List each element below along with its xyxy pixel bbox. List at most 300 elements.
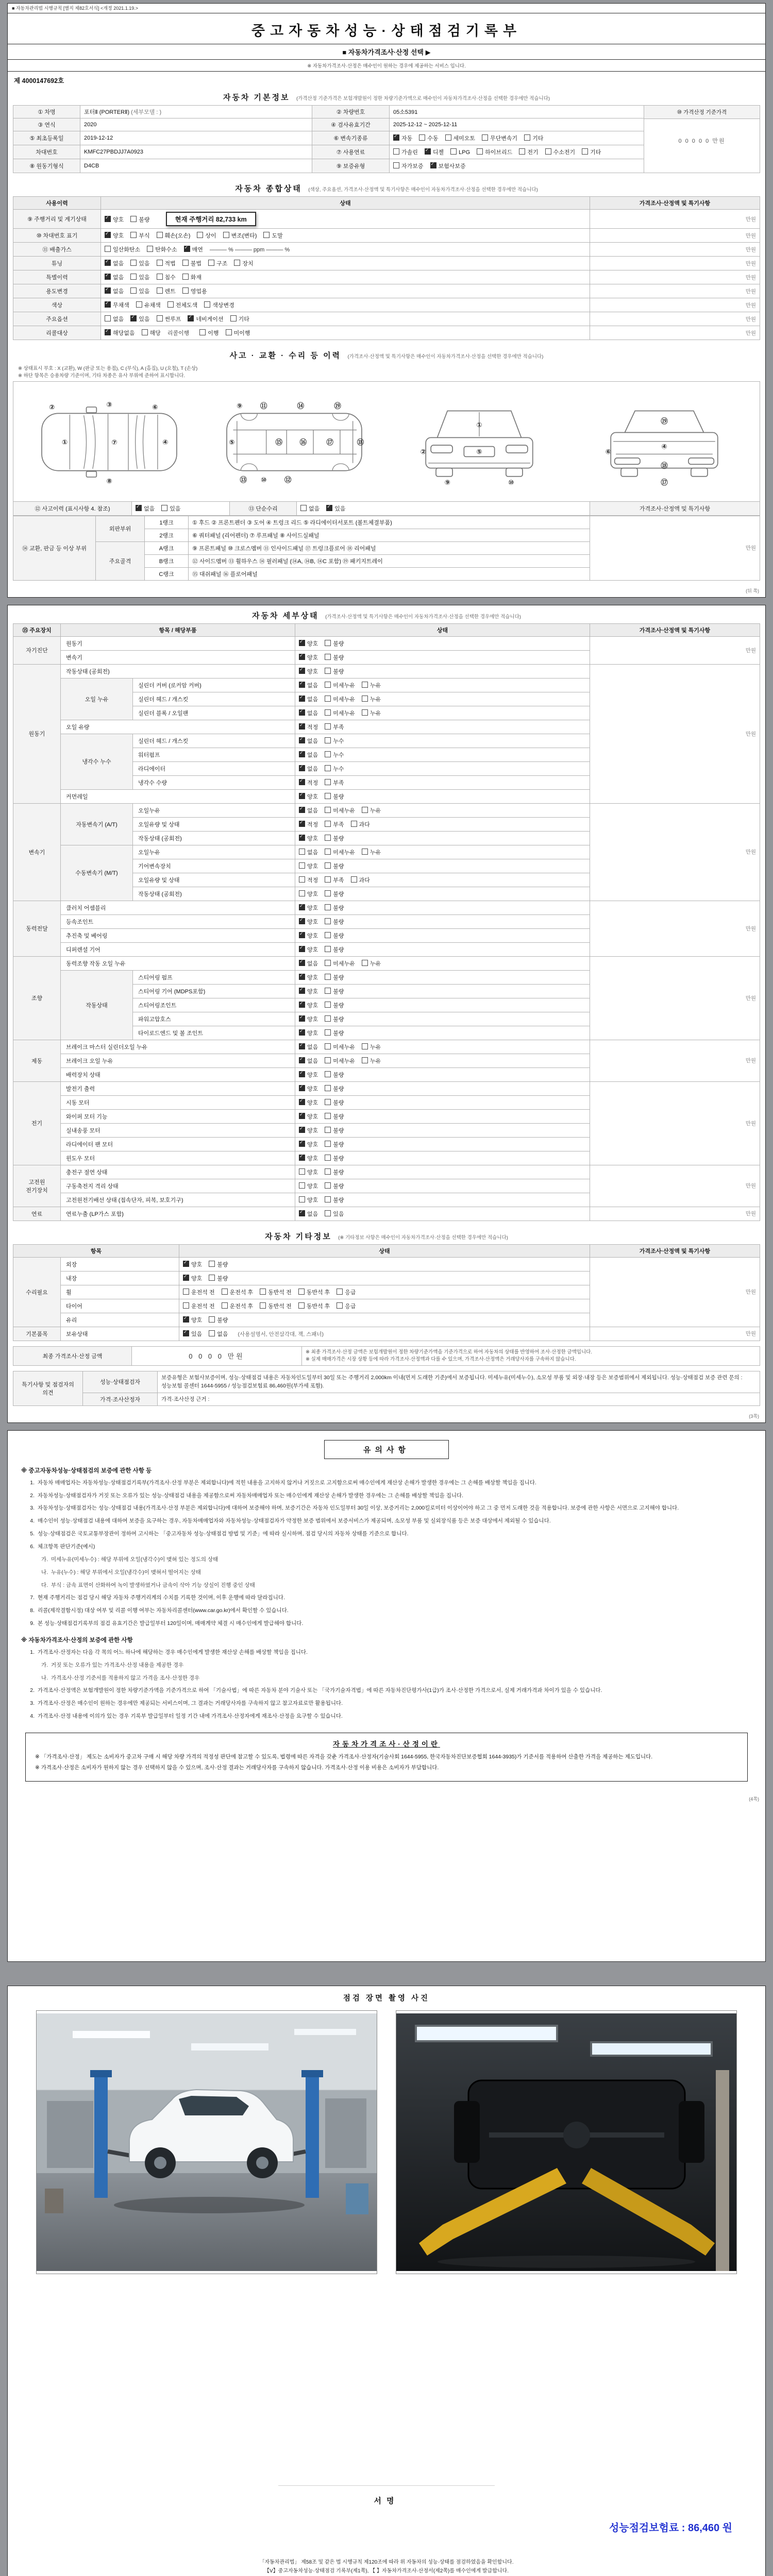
option-없음[interactable]	[299, 1043, 318, 1051]
item-label: 오일누유	[133, 803, 295, 817]
option-화재[interactable]	[182, 273, 201, 281]
option-미세누유[interactable]	[325, 709, 355, 717]
unchecked-checkbox-icon	[234, 260, 240, 266]
notice-number: 2.	[30, 1492, 35, 1499]
unchecked-checkbox-icon	[182, 274, 189, 280]
option-양호[interactable]	[299, 639, 318, 648]
option-없음[interactable]	[299, 1210, 318, 1218]
signature-title: 서명	[278, 2485, 495, 2506]
item-label: 라디에이터 팬 모터	[61, 1137, 295, 1151]
option-양호[interactable]	[105, 215, 124, 224]
option-양호[interactable]	[183, 1274, 202, 1282]
option-없음[interactable]	[105, 315, 124, 323]
unchecked-checkbox-icon	[222, 1289, 228, 1295]
option-label: 미세누유	[333, 1058, 355, 1064]
option-양호[interactable]	[299, 945, 318, 954]
option-누유[interactable]	[362, 806, 381, 815]
option-미세누유[interactable]	[325, 806, 355, 815]
option-불량[interactable]	[325, 904, 344, 912]
option-없음[interactable]	[299, 848, 318, 856]
option-미세누유[interactable]	[325, 959, 355, 968]
item-label: 실린더 헤드 / 개스킷	[133, 692, 295, 706]
summary-row-label: 리콜대상	[13, 326, 101, 340]
signature-block	[8, 2485, 765, 2506]
option-불량[interactable]	[325, 890, 344, 898]
summary-row-label: ⑪ 배출가스	[13, 243, 101, 257]
summary-row	[13, 210, 760, 229]
option-수소전기[interactable]	[545, 148, 576, 156]
option-label: 양호	[307, 919, 318, 925]
option-양호[interactable]	[183, 1316, 202, 1324]
option-부식[interactable]	[130, 231, 149, 240]
option-불량[interactable]	[325, 1015, 344, 1023]
option-양호[interactable]	[299, 1084, 318, 1093]
item-label: 커먼레일	[61, 789, 295, 803]
item-label: 실내송풍 모터	[61, 1123, 295, 1137]
option-자가보증[interactable]	[393, 162, 424, 170]
option-불량[interactable]	[325, 931, 344, 940]
option-불량[interactable]	[325, 1029, 344, 1037]
option-label: 전체도색	[175, 302, 198, 309]
option-없음[interactable]	[299, 709, 318, 717]
option-유채색[interactable]	[136, 301, 161, 309]
option-일산화탄소[interactable]	[105, 245, 140, 253]
item-label: 오일누유	[133, 845, 295, 859]
status-text: ――― % ――― ppm ――― %	[209, 247, 290, 253]
option-없음[interactable]	[105, 273, 124, 281]
option-없음[interactable]	[136, 504, 155, 513]
option-영업용[interactable]	[182, 287, 207, 295]
option-없음[interactable]	[299, 751, 318, 759]
option-불량[interactable]	[325, 834, 344, 842]
option-없음[interactable]	[299, 695, 318, 703]
option-불량[interactable]	[325, 653, 344, 662]
option-응급[interactable]	[337, 1302, 356, 1310]
option-운전석 전[interactable]	[183, 1302, 215, 1310]
appraiser-role: 가격·조사산정자	[83, 1393, 158, 1405]
option-있음[interactable]	[326, 504, 345, 513]
option-누유[interactable]	[362, 1043, 381, 1051]
option-label: 없음	[307, 710, 318, 717]
diagram-part-number: ⑩	[260, 476, 266, 484]
notice-number: 1.	[30, 1479, 35, 1486]
option-label: 있음	[170, 505, 181, 512]
unchecked-checkbox-icon	[325, 1029, 331, 1036]
option-기타[interactable]	[524, 134, 543, 142]
option-누유[interactable]	[362, 848, 381, 856]
option-불량[interactable]	[325, 918, 344, 926]
option-양호[interactable]	[299, 1196, 318, 1204]
option-전체도색[interactable]	[167, 301, 198, 309]
option-불량[interactable]	[325, 667, 344, 675]
option-동반석 후[interactable]	[298, 1302, 330, 1310]
diagram-part-number: ⑰	[660, 478, 668, 486]
option-없음[interactable]	[209, 1330, 228, 1338]
option-label: 응급	[345, 1289, 356, 1296]
checked-checkbox-icon	[299, 960, 305, 966]
option-불량[interactable]	[209, 1316, 228, 1324]
option-이행[interactable]	[199, 329, 219, 337]
option-누유[interactable]	[362, 695, 381, 703]
option-양호[interactable]	[299, 792, 318, 801]
option-불량[interactable]	[325, 1126, 344, 1134]
option-누유[interactable]	[362, 1057, 381, 1065]
option-label: 미세누유	[333, 1044, 355, 1050]
status-options	[295, 845, 590, 859]
unchecked-checkbox-icon	[161, 505, 167, 511]
car-underbody-diagram	[209, 388, 379, 496]
option-양호[interactable]	[299, 1154, 318, 1162]
option-label: 불량	[333, 905, 344, 911]
option-변조(변타)[interactable]	[223, 231, 257, 240]
option-있음[interactable]	[130, 315, 149, 323]
notice-item	[38, 1581, 750, 1590]
option-부족[interactable]	[325, 723, 344, 731]
option-양호[interactable]	[299, 904, 318, 912]
notice-text: 현재 주행거리는 점검 당시 해당 자동차 주행거리계의 수치를 기록한 것이며, 이후 운행에 따라 달라집니다.	[38, 1595, 285, 1601]
option-있음[interactable]	[161, 504, 180, 513]
summary-row	[13, 298, 760, 312]
option-양호[interactable]	[299, 1112, 318, 1121]
option-하이브리드[interactable]	[477, 148, 512, 156]
summary-row	[13, 312, 760, 326]
status-options	[295, 1067, 590, 1081]
notice-item	[23, 1686, 750, 1696]
option-불량[interactable]	[325, 987, 344, 995]
option-양호[interactable]	[299, 1071, 318, 1079]
option-양호[interactable]	[299, 834, 318, 842]
option-전기[interactable]	[519, 148, 538, 156]
option-양호[interactable]	[299, 973, 318, 981]
notice-item	[38, 1674, 750, 1683]
option-부족[interactable]	[325, 778, 344, 787]
option-불량[interactable]	[325, 862, 344, 870]
summary-row-status	[101, 257, 590, 270]
option-보험사보증[interactable]	[430, 162, 466, 170]
option-적법[interactable]	[157, 259, 176, 267]
option-label: 운전석 전	[191, 1289, 215, 1296]
option-불량[interactable]	[325, 1084, 344, 1093]
unchecked-checkbox-icon	[482, 134, 488, 141]
unchecked-checkbox-icon	[325, 1071, 331, 1077]
final-price-notes	[302, 1346, 760, 1366]
option-적정[interactable]	[299, 876, 318, 884]
item-label: 실린더 블록 / 오일팬	[133, 706, 295, 720]
rank-items: ⑮ 대쉬패널 ⑯ 플로어패널	[189, 567, 590, 580]
option-과다[interactable]	[351, 820, 370, 828]
option-썬루프[interactable]	[157, 315, 181, 323]
option-label: 양호	[191, 1317, 203, 1324]
option-미이행[interactable]	[226, 329, 250, 337]
option-세미오토[interactable]	[445, 134, 476, 142]
option-누유[interactable]	[362, 959, 381, 968]
option-label: 있음	[139, 289, 150, 295]
option-없음[interactable]	[105, 259, 124, 267]
option-label: 양호	[307, 1099, 318, 1106]
option-불량[interactable]	[325, 1196, 344, 1204]
option-적정[interactable]	[299, 723, 318, 731]
option-label: 양호	[307, 1002, 318, 1009]
option-불량[interactable]	[325, 639, 344, 648]
option-기타[interactable]	[582, 148, 601, 156]
inspector-role: 성능·상태점검자	[83, 1371, 158, 1393]
option-부족[interactable]	[325, 820, 344, 828]
unchecked-checkbox-icon	[325, 737, 331, 743]
status-options	[179, 1257, 590, 1271]
option-미세누유[interactable]	[325, 848, 355, 856]
option-label: 미세누유	[333, 807, 355, 814]
checked-checkbox-icon	[393, 134, 399, 141]
price-cell: 만원	[590, 1257, 760, 1327]
option-매연[interactable]	[184, 245, 203, 253]
option-해당없음[interactable]	[105, 329, 135, 337]
unchecked-checkbox-icon	[362, 807, 368, 813]
option-양호[interactable]	[299, 931, 318, 940]
notice-text: 체크항목 판단기준(예시)	[38, 1544, 95, 1550]
column-header: 가격조사·산정액 및 특기사항	[590, 197, 760, 210]
option-label: 기타	[590, 149, 601, 156]
option-불량[interactable]	[325, 792, 344, 801]
option-양호[interactable]	[299, 667, 318, 675]
option-응급[interactable]	[337, 1288, 356, 1296]
option-LPG[interactable]	[450, 148, 470, 156]
option-동반석 전[interactable]	[260, 1288, 292, 1296]
unchecked-checkbox-icon	[325, 1168, 331, 1175]
option-불량[interactable]	[325, 1140, 344, 1148]
option-해당[interactable]	[142, 329, 161, 337]
status-options	[295, 678, 590, 692]
notice-item	[23, 1530, 750, 1539]
status-options	[295, 914, 590, 928]
option-없음[interactable]	[299, 806, 318, 815]
option-적정[interactable]	[299, 778, 318, 787]
checked-checkbox-icon	[299, 1210, 305, 1216]
unchecked-checkbox-icon	[519, 148, 525, 155]
option-없음[interactable]	[299, 765, 318, 773]
option-미세누유[interactable]	[325, 1043, 355, 1051]
option-label: 누유	[369, 849, 381, 856]
notice-item	[23, 1648, 750, 1657]
checked-checkbox-icon	[299, 1057, 305, 1063]
notice-item	[23, 1699, 750, 1708]
price-cell: 만원	[590, 803, 760, 901]
option-렌트[interactable]	[157, 287, 176, 295]
option-훼손(오손)[interactable]	[157, 231, 191, 240]
unchecked-checkbox-icon	[208, 260, 214, 266]
other-section-head	[8, 1226, 765, 1244]
option-label: 불량	[217, 1317, 228, 1324]
option-불량[interactable]	[325, 973, 344, 981]
option-적정[interactable]	[299, 820, 318, 828]
unchecked-checkbox-icon	[130, 232, 137, 238]
option-없음[interactable]	[299, 959, 318, 968]
unchecked-checkbox-icon	[204, 301, 210, 308]
option-없음[interactable]	[299, 681, 318, 689]
option-불량[interactable]	[325, 1182, 344, 1190]
item-label: 스티어링 펌프	[133, 970, 295, 984]
option-양호[interactable]	[299, 862, 318, 870]
checked-checkbox-icon	[105, 287, 111, 294]
option-label: 변조(변타)	[231, 233, 257, 239]
option-있음[interactable]	[130, 259, 149, 267]
option-가솔린[interactable]	[393, 148, 418, 156]
option-무단변속기[interactable]	[482, 134, 517, 142]
device-label: 변속기	[13, 803, 61, 901]
option-장치[interactable]	[234, 259, 253, 267]
status-options	[295, 1151, 590, 1165]
option-누수[interactable]	[325, 751, 344, 759]
option-양호[interactable]	[299, 1029, 318, 1037]
summary-row	[13, 270, 760, 284]
option-도말[interactable]	[263, 231, 282, 240]
option-불량[interactable]	[209, 1274, 228, 1282]
option-양호[interactable]	[299, 1140, 318, 1148]
option-label: 있음	[333, 1211, 344, 1217]
unchecked-checkbox-icon	[199, 329, 206, 335]
option-불량[interactable]	[130, 215, 149, 224]
option-침수[interactable]	[157, 273, 176, 281]
option-양호[interactable]	[299, 653, 318, 662]
option-label: 일산화탄소	[113, 247, 141, 253]
option-양호[interactable]	[299, 890, 318, 898]
notice-item	[23, 1479, 750, 1488]
option-label: 부족	[333, 724, 344, 731]
option-동반석 전[interactable]	[260, 1302, 292, 1310]
unchecked-checkbox-icon	[298, 1289, 305, 1295]
option-불량[interactable]	[325, 1154, 344, 1162]
option-불량[interactable]	[209, 1260, 228, 1268]
option-양호[interactable]	[299, 987, 318, 995]
option-label: 미세누유	[333, 849, 355, 856]
unchecked-checkbox-icon	[325, 835, 331, 841]
option-label: 양호	[307, 1072, 318, 1078]
option-label: 동반석 후	[306, 1289, 330, 1296]
item-label: 디퍼렌셜 기어	[61, 942, 295, 956]
status-options	[295, 1040, 590, 1054]
option-있음[interactable]	[325, 1210, 344, 1218]
option-label: 무단변속기	[490, 135, 518, 142]
sheet-basic	[7, 3, 766, 598]
final-price-table	[13, 1346, 760, 1366]
option-동반석 후[interactable]	[298, 1288, 330, 1296]
notice-text: 자동차 매매업자는 자동차성능·상태점검기록부(가격조사·산정 부분은 제외합니다)에 적힌 내용을 고지하지 않거나 거짓으로 고지함으로써 매수인에게 재산상 손해가 발생한 경우에는 그 손해를 배상할 책임을 집니다.	[38, 1479, 536, 1486]
unchecked-checkbox-icon	[545, 148, 551, 155]
option-없음[interactable]	[299, 737, 318, 745]
rank-name: A랭크	[145, 541, 189, 554]
option-미세누유[interactable]	[325, 681, 355, 689]
option-부족[interactable]	[325, 876, 344, 884]
option-운전석 후[interactable]	[222, 1288, 254, 1296]
price-cell: 만원	[590, 1040, 760, 1081]
item-label: 보유상태	[61, 1327, 179, 1341]
notice-text: 성능·상태점검은 국토교통부장관이 정하여 고시하는 「중고자동차 성능·상태점검 방법 및 기준」에 따라 실시하며, 점검 당시의 자동차 상태를 기준으로 합니다.	[38, 1531, 409, 1537]
option-자동[interactable]	[393, 134, 412, 142]
checked-checkbox-icon	[184, 246, 190, 252]
option-네비게이션[interactable]	[188, 315, 223, 323]
option-label: 있음	[139, 261, 150, 267]
option-무채색[interactable]	[105, 301, 129, 309]
unchecked-checkbox-icon	[337, 1289, 343, 1295]
option-불법[interactable]	[182, 259, 201, 267]
option-양호[interactable]	[299, 1015, 318, 1023]
option-운전석 후[interactable]	[222, 1302, 254, 1310]
option-없음[interactable]	[105, 287, 124, 295]
status-options	[295, 942, 590, 956]
option-색상변경[interactable]	[204, 301, 234, 309]
option-과다[interactable]	[351, 876, 370, 884]
notice-item	[38, 1568, 750, 1578]
price-cell: 만원	[590, 1327, 760, 1341]
option-미세누유[interactable]	[325, 1057, 355, 1065]
option-불량[interactable]	[325, 1071, 344, 1079]
option-누수[interactable]	[325, 737, 344, 745]
summary-row-label: 주요옵션	[13, 312, 101, 326]
option-양호[interactable]	[299, 1098, 318, 1107]
notice-text: 가격조사·산정은 매수인이 원하는 경우에만 제공되는 서비스이며, 그 결과는 거래당사자를 구속하지 않고 참고자료로만 활용됩니다.	[38, 1700, 343, 1707]
option-디젤[interactable]	[425, 148, 444, 156]
option-양호[interactable]	[299, 918, 318, 926]
option-불량[interactable]	[325, 1112, 344, 1121]
option-label: 가솔린	[401, 149, 418, 156]
option-양호[interactable]	[105, 231, 124, 240]
unchecked-checkbox-icon	[105, 246, 111, 252]
option-누유[interactable]	[362, 709, 381, 717]
option-불량[interactable]	[325, 945, 344, 954]
option-상이[interactable]	[197, 231, 216, 240]
option-탄화수소[interactable]	[147, 245, 177, 253]
option-누유[interactable]	[362, 681, 381, 689]
option-양호[interactable]	[183, 1260, 202, 1268]
option-양호[interactable]	[299, 1126, 318, 1134]
status-options	[295, 928, 590, 942]
diagram-part-number: ⑨	[444, 478, 450, 486]
option-있음[interactable]	[130, 287, 149, 295]
option-미세누유[interactable]	[325, 695, 355, 703]
final-price-note: ※ 최종 가격조사·산정 금액은 보험개발원이 정한 차량기준가액을 기준가격으로 하여 자동차의 상태를 반영하여 조사·산정한 금액입니다.	[306, 1349, 592, 1355]
option-기타[interactable]	[230, 315, 249, 323]
option-누수[interactable]	[325, 765, 344, 773]
unchecked-checkbox-icon	[393, 148, 399, 155]
unchecked-checkbox-icon	[130, 260, 137, 266]
option-불량[interactable]	[325, 1168, 344, 1176]
option-있음[interactable]	[183, 1330, 202, 1338]
option-label: 양호	[113, 217, 124, 223]
unchecked-checkbox-icon	[182, 260, 189, 266]
option-양호[interactable]	[299, 1182, 318, 1190]
table-row	[13, 1393, 760, 1405]
option-없음[interactable]	[300, 504, 320, 513]
option-label: 불량	[333, 640, 344, 647]
unchecked-checkbox-icon	[182, 287, 189, 294]
option-불량[interactable]	[325, 1098, 344, 1107]
status-options	[179, 1285, 590, 1299]
option-label: 불량	[333, 1016, 344, 1023]
checked-checkbox-icon	[299, 904, 305, 910]
option-없음[interactable]	[299, 1057, 318, 1065]
item-label: 유리	[61, 1313, 179, 1327]
option-수동[interactable]	[419, 134, 438, 142]
option-구조[interactable]	[208, 259, 227, 267]
option-양호[interactable]	[299, 1168, 318, 1176]
notice-text: 자동차성능·상태점검자는 성능·상태점검 내용(가격조사·산정 부분은 제외합니다)에 대하여 보증해야 하며, 보증기간은 자동차 인도일부터 30일 이상, 보증거리는 2,000킬로미터 이상이어야 하고 그 중 먼저 도래한 것을 적용합니다. 보증에 관한 사항은 서면으로 고지해야 합니다.	[38, 1505, 679, 1512]
option-있음[interactable]	[130, 273, 149, 281]
footer-line: 「자동차관리법」 제58조 및 같은 법 시행규칙 제120조에 따라 위 자동차의 성능·상태를 점검하였음을 확인합니다.	[259, 2559, 514, 2565]
price-survey-select[interactable]: ■ 자동차가격조사·산정 선택 ▶	[8, 44, 765, 60]
option-양호[interactable]	[299, 1001, 318, 1009]
unchecked-checkbox-icon	[445, 134, 451, 141]
option-불량[interactable]	[325, 1001, 344, 1009]
option-운전석 전[interactable]	[183, 1288, 215, 1296]
